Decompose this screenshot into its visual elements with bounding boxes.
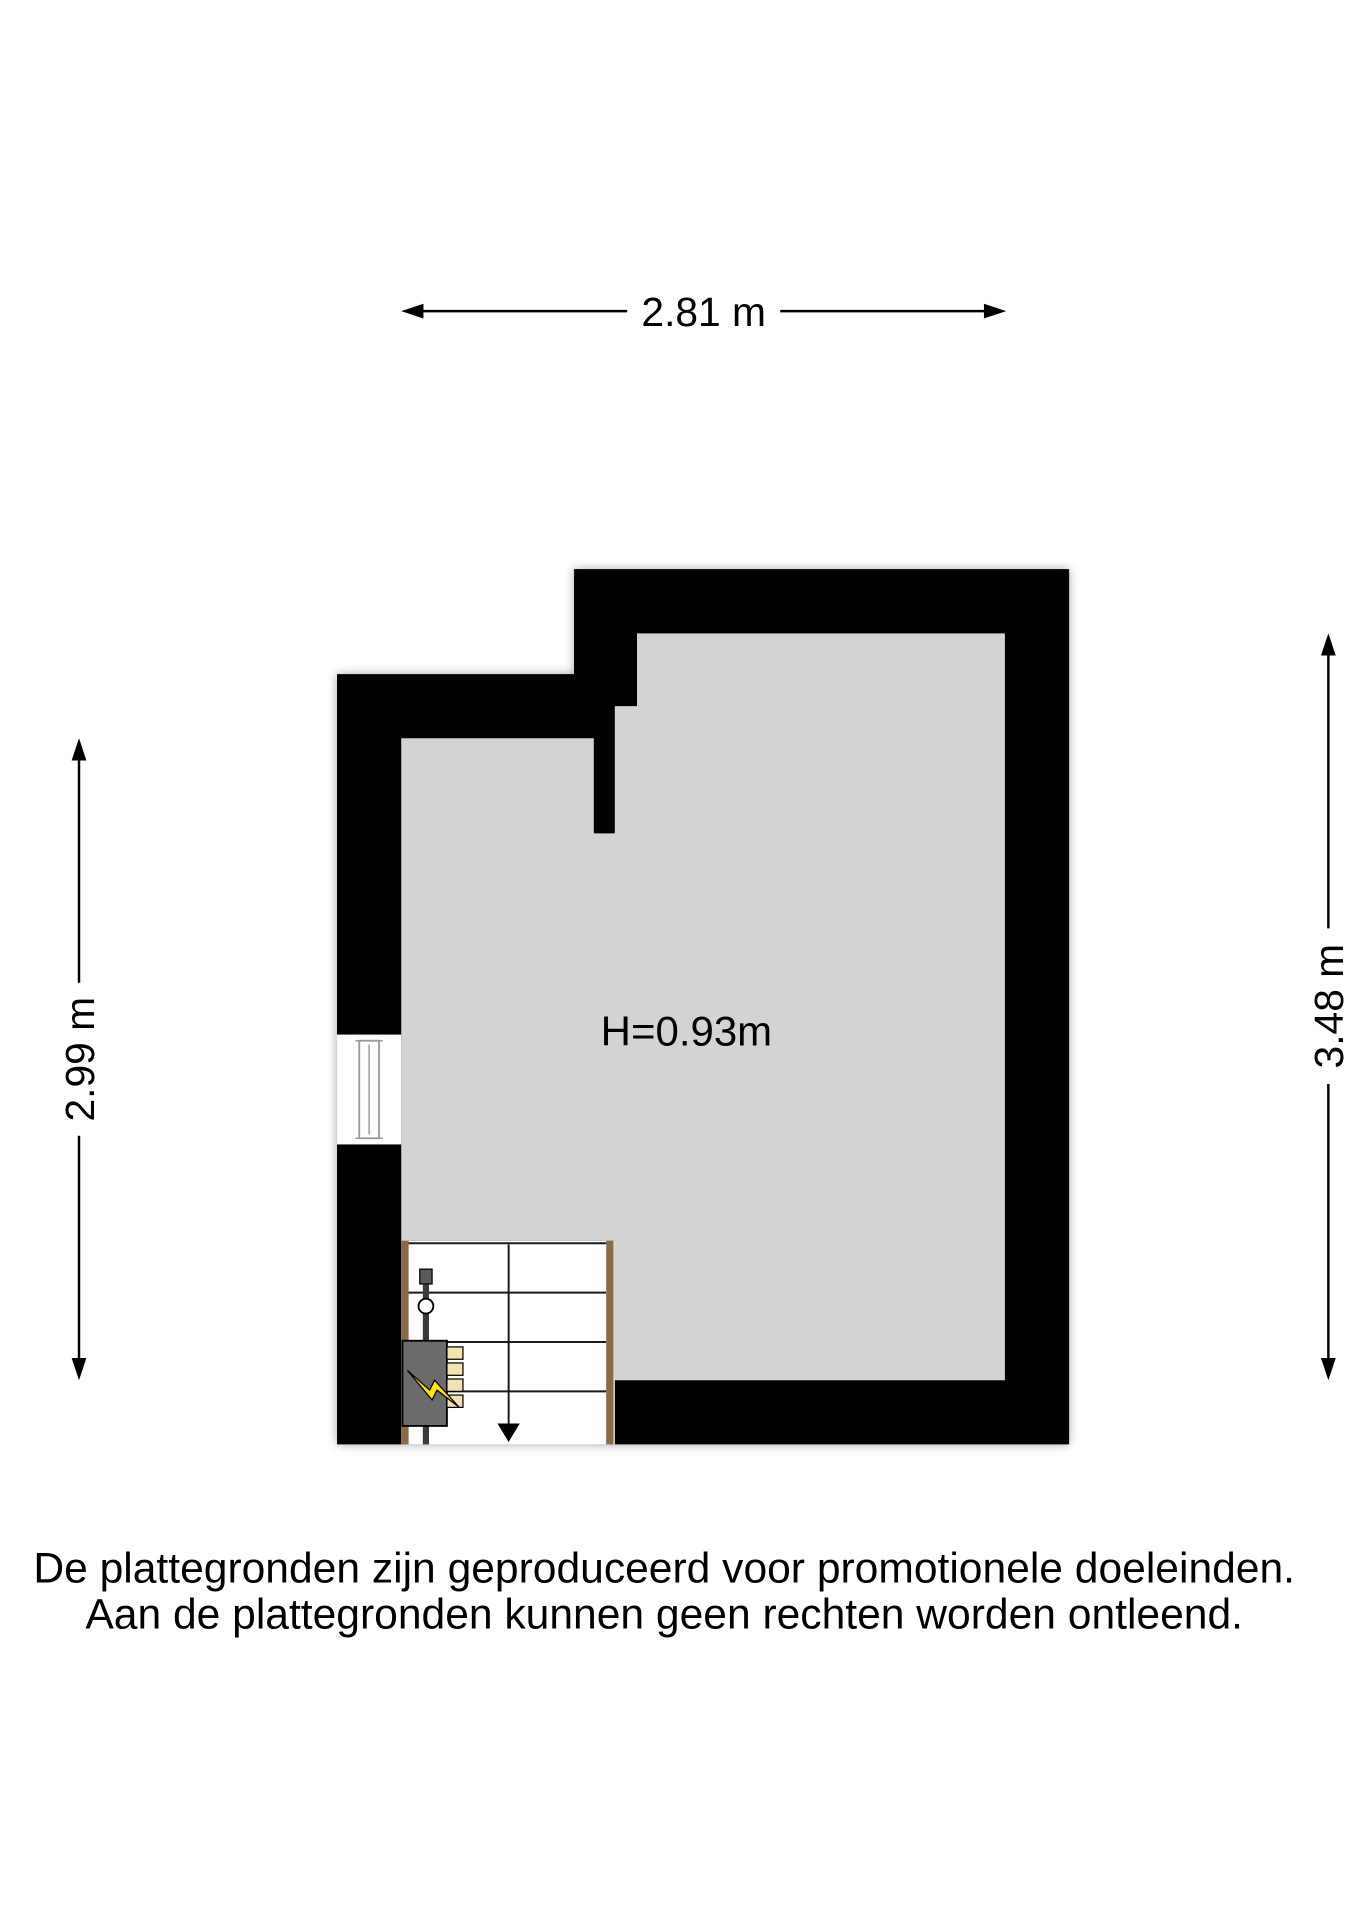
meter-fuse [447,1347,463,1359]
meter-box [402,1341,446,1426]
arrow-left-icon [401,304,423,319]
dimension-right [1306,633,1352,1380]
meter-pipe-cap [420,1269,432,1284]
dimension-top [401,289,1006,335]
arrow-down-icon [72,1358,87,1380]
arrow-up-icon [1321,633,1336,655]
room-height-label: H=0.93m [600,1007,773,1055]
meter-fuse [447,1379,463,1391]
arrow-right-icon [984,304,1006,319]
meter-fuse [447,1363,463,1375]
arrow-down-icon [1321,1358,1336,1380]
dimension-top-label: 2.81 m [641,288,766,335]
window [337,1035,401,1145]
meter-valve-icon [419,1299,434,1314]
disclaimer-line-1: De plattegronden zijn geproduceerd voor promotionele doeleinden. [33,1544,1296,1593]
arrow-up-icon [72,738,87,760]
disclaimer-line-2: Aan de plattegronden kunnen geen rechten worden ontleend. [85,1590,1243,1639]
dimension-right-label: 3.48 m [1306,943,1353,1069]
dimension-left-label: 2.99 m [56,996,103,1122]
dimension-left [57,738,103,1380]
stair-rail-right [606,1241,613,1445]
